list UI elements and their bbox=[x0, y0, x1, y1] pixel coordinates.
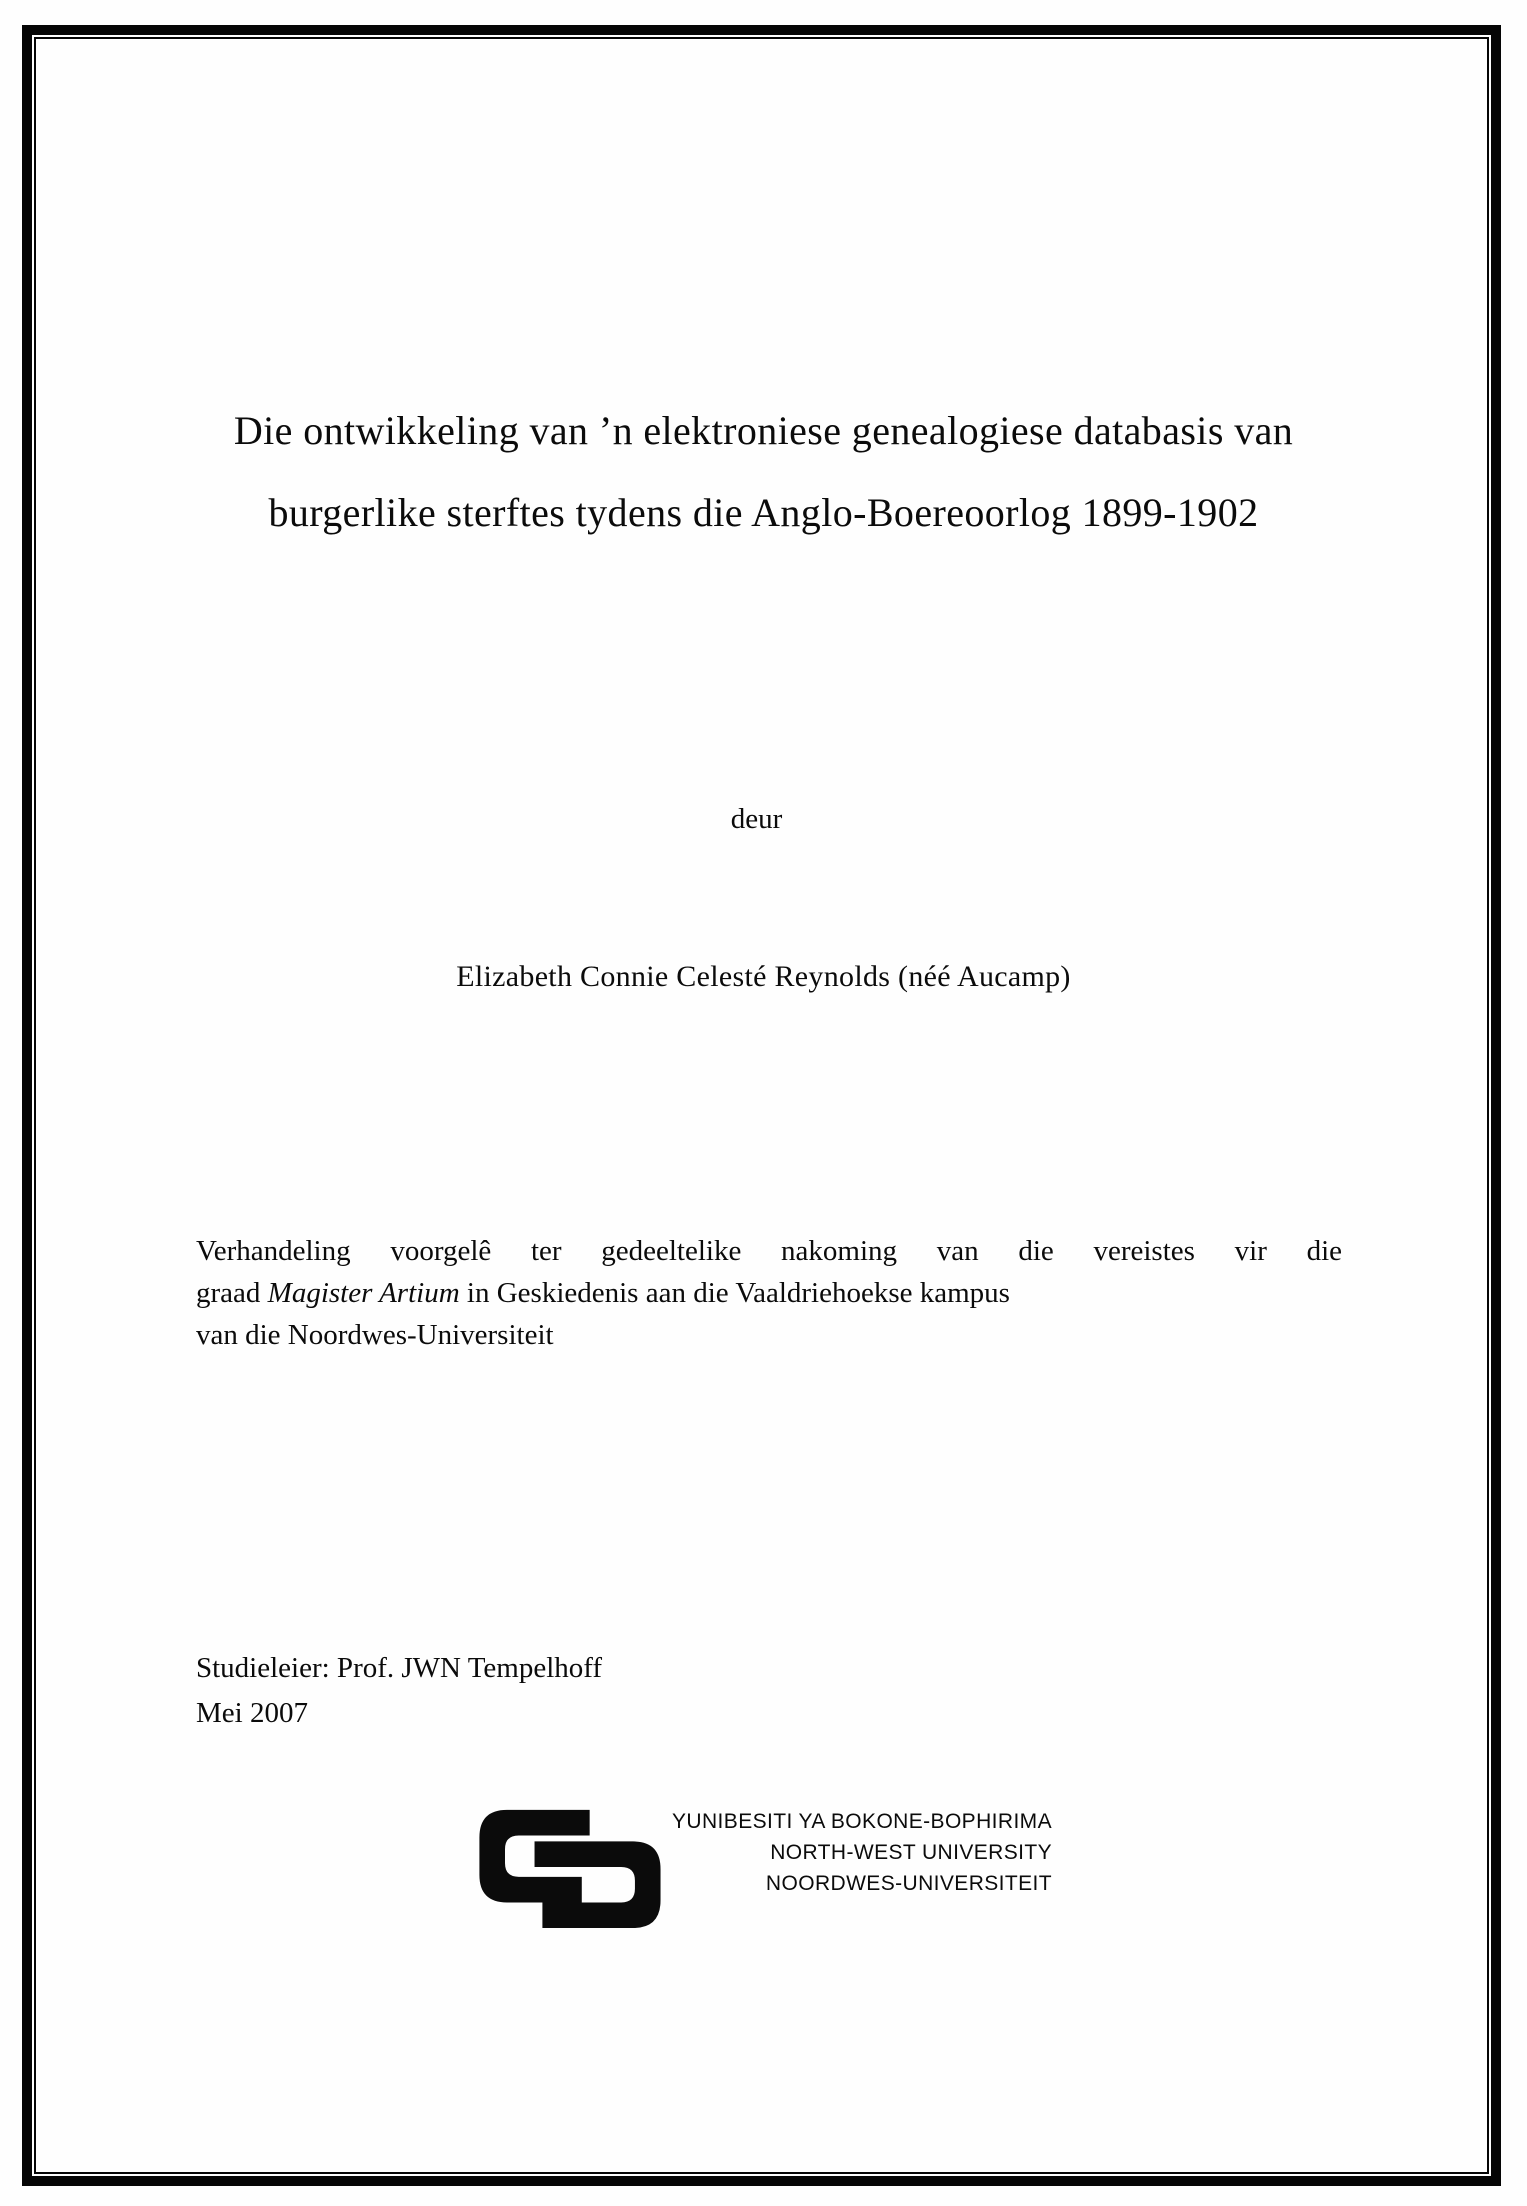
degree-name-italic: Magister Artium bbox=[267, 1277, 460, 1309]
date-line: Mei 2007 bbox=[196, 1697, 308, 1729]
logo-text-setswana: YUNIBESITI YA BOKONE-BOPHIRIMA bbox=[672, 1810, 1052, 1833]
degree-statement-line2 bbox=[196, 1272, 1342, 1314]
supervisor-block bbox=[196, 1646, 602, 1736]
degree-statement-line2-post: in Geskiedenis aan die Vaaldriehoekse kampus bbox=[459, 1277, 1010, 1309]
thesis-title bbox=[80, 390, 1447, 554]
author-name: Elizabeth Connie Celesté Reynolds (néé Aucamp) bbox=[456, 960, 1071, 993]
logo-text-afrikaans: NOORDWES-UNIVERSITEIT bbox=[765, 1872, 1052, 1895]
degree-statement-line3: van die Noordwes-Universiteit bbox=[196, 1319, 554, 1351]
university-logo bbox=[472, 1802, 1072, 1937]
logo-text-english: NORTH-WEST UNIVERSITY bbox=[770, 1841, 1052, 1864]
degree-statement-line2-pre: graad bbox=[196, 1277, 268, 1309]
thesis-title-line1: Die ontwikkeling van ’n elektroniese genealogiese databasis van bbox=[233, 408, 1294, 453]
byline-deur: deur bbox=[730, 803, 783, 835]
supervisor-line: Studieleier: Prof. JWN Tempelhoff bbox=[196, 1652, 603, 1684]
thesis-title-line2: burgerlike sterftes tydens die Anglo-Boereoorlog 1899-1902 bbox=[268, 490, 1259, 535]
university-logo-text bbox=[590, 1806, 1052, 1899]
degree-statement bbox=[196, 1230, 1342, 1356]
degree-statement-line1: Verhandeling voorgelê ter gedeeltelike nakoming van die vereistes vir die bbox=[196, 1235, 1342, 1267]
